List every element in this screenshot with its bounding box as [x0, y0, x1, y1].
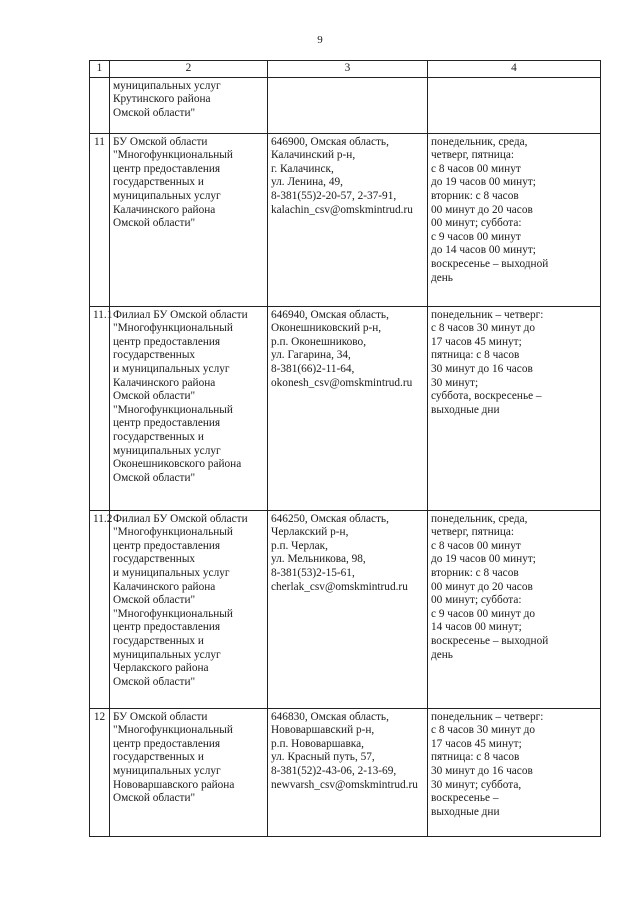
hours-line: 00 минут до 20 часов	[431, 580, 533, 593]
address-cell	[268, 510, 428, 708]
name-line: государственных	[113, 553, 196, 566]
name-line: Омской области"	[113, 675, 196, 688]
name-line: "Многофункциональный	[113, 403, 233, 416]
address-line: 646940, Омская область,	[271, 308, 389, 321]
hours-line: с 8 часов 00 минут	[431, 539, 521, 552]
name-line: Оконешниковского района	[113, 458, 242, 471]
name-line: Филиал БУ Омской области	[113, 512, 248, 525]
hours-cell	[428, 708, 601, 836]
row-number-cell: 11.2	[90, 510, 110, 708]
hours-line: понедельник, среда,	[431, 135, 528, 148]
name-line: центр предоставления	[113, 335, 221, 348]
name-line: центр предоставления	[113, 162, 221, 175]
hours-line: понедельник – четверг:	[431, 710, 544, 723]
address-cell	[268, 708, 428, 836]
name-line: центр предоставления	[113, 539, 221, 552]
name-line: Омской области"	[113, 471, 196, 484]
hours-line: 17 часов 45 минут;	[431, 335, 522, 348]
address-line: ул. Ленина, 49,	[271, 176, 343, 189]
hours-cell	[428, 306, 601, 510]
table-row	[90, 708, 601, 836]
hours-line: четверг, пятница:	[431, 149, 515, 162]
name-line: государственных и	[113, 751, 204, 764]
address-line: 646250, Омская область,	[271, 512, 389, 525]
hours-line: 00 минут; суббота:	[431, 594, 522, 607]
name-line: муниципальных услуг	[113, 444, 221, 457]
name-line: муниципальных услуг	[113, 648, 221, 661]
hours-line: с 8 часов 00 минут	[431, 162, 521, 175]
name-line: государственных	[113, 349, 196, 362]
address-line: р.п. Оконешниково,	[271, 335, 367, 348]
address-cell	[268, 133, 428, 306]
hours-line: 17 часов 45 минут;	[431, 737, 522, 750]
hours-line: выходные дни	[431, 403, 500, 416]
name-cell	[110, 306, 268, 510]
address-line: Черлакский р-н,	[271, 526, 349, 539]
name-line: "Многофункциональный	[113, 322, 233, 335]
hours-cell	[428, 77, 601, 133]
address-line: ул. Мельникова, 98,	[271, 553, 366, 566]
hours-line: 14 часов 00 минут;	[431, 621, 522, 634]
page-number: 9	[317, 34, 323, 46]
hours-line: воскресенье – выходной	[431, 634, 549, 647]
column-header: 3	[268, 61, 428, 78]
name-line: муниципальных услуг	[113, 79, 221, 92]
address-cell	[268, 77, 428, 133]
name-line: БУ Омской области	[113, 135, 208, 148]
address-line: ул. Красный путь, 57,	[271, 751, 375, 764]
address-line: 8-381(55)2-20-57, 2-37-91,	[271, 189, 397, 202]
hours-line: выходные дни	[431, 805, 500, 818]
hours-line: 00 минут до 20 часов	[431, 203, 533, 216]
name-line: Омской области"	[113, 594, 196, 607]
address-line: newvarsh_csv@omskmintrud.ru	[271, 778, 418, 791]
name-line: Нововаршавского района	[113, 778, 235, 791]
name-line: муниципальных услуг	[113, 189, 221, 202]
hours-line: день	[431, 648, 453, 661]
hours-line: 30 минут до 16 часов	[431, 764, 533, 777]
hours-line: вторник: с 8 часов	[431, 189, 519, 202]
address-line: kalachin_csv@omskmintrud.ru	[271, 203, 413, 216]
header-row	[90, 61, 601, 78]
hours-line: до 19 часов 00 минут;	[431, 553, 536, 566]
name-line: "Многофункциональный	[113, 607, 233, 620]
name-line: Филиал БУ Омской области	[113, 308, 248, 321]
address-line: Нововаршавский р-н,	[271, 724, 375, 737]
hours-line: четверг, пятница:	[431, 526, 515, 539]
hours-line: пятница: с 8 часов	[431, 349, 520, 362]
name-line: "Многофункциональный	[113, 526, 233, 539]
name-line: Омской области"	[113, 792, 196, 805]
address-line: Калачинский р-н,	[271, 149, 356, 162]
hours-line: до 14 часов 00 минут;	[431, 244, 536, 257]
address-line: cherlak_csv@omskmintrud.ru	[271, 580, 408, 593]
address-cell	[268, 306, 428, 510]
row-number-cell: 11	[90, 133, 110, 306]
name-cell	[110, 510, 268, 708]
name-line: Калачинского района	[113, 580, 216, 593]
name-line: центр предоставления	[113, 417, 221, 430]
name-line: Омской области"	[113, 217, 196, 230]
name-cell	[110, 133, 268, 306]
hours-line: воскресенье –	[431, 792, 499, 805]
hours-line: вторник: с 8 часов	[431, 566, 519, 579]
table-row	[90, 133, 601, 306]
name-line: центр предоставления	[113, 621, 221, 634]
name-cell	[110, 77, 268, 133]
name-line: БУ Омской области	[113, 710, 208, 723]
table-body	[90, 77, 601, 836]
name-line: Крутинского района	[113, 93, 211, 106]
hours-line: 30 минут;	[431, 376, 479, 389]
name-line: муниципальных услуг	[113, 764, 221, 777]
name-line: Калачинского района	[113, 376, 216, 389]
table-row	[90, 77, 601, 133]
address-line: okonesh_csv@omskmintrud.ru	[271, 376, 413, 389]
address-line: 8-381(53)2-15-61,	[271, 566, 355, 579]
address-line: р.п. Черлак,	[271, 539, 328, 552]
address-line: 8-381(52)2-43-06, 2-13-69,	[271, 764, 397, 777]
column-header: 4	[428, 61, 601, 78]
column-header: 1	[90, 61, 110, 78]
hours-line: понедельник, среда,	[431, 512, 528, 525]
address-line: Оконешниковский р-н,	[271, 322, 382, 335]
hours-line: до 19 часов 00 минут;	[431, 176, 536, 189]
row-number-cell	[90, 77, 110, 133]
hours-line: с 8 часов 30 минут до	[431, 322, 535, 335]
name-line: "Многофункциональный	[113, 724, 233, 737]
address-line: 646900, Омская область,	[271, 135, 389, 148]
hours-line: пятница: с 8 часов	[431, 751, 520, 764]
name-cell	[110, 708, 268, 836]
hours-line: воскресенье – выходной	[431, 257, 549, 270]
address-line: ул. Гагарина, 34,	[271, 349, 351, 362]
hours-line: 30 минут; суббота,	[431, 778, 522, 791]
row-number-cell: 11.1	[90, 306, 110, 510]
hours-line: 00 минут; суббота:	[431, 217, 522, 230]
hours-line: суббота, воскресенье –	[431, 390, 542, 403]
hours-cell	[428, 510, 601, 708]
address-line: 8-381(66)2-11-64,	[271, 362, 355, 375]
address-line: г. Калачинск,	[271, 162, 334, 175]
name-line: Омской области"	[113, 390, 196, 403]
column-header: 2	[110, 61, 268, 78]
hours-line: день	[431, 271, 453, 284]
name-line: государственных и	[113, 430, 204, 443]
name-line: центр предоставления	[113, 737, 221, 750]
hours-line: 30 минут до 16 часов	[431, 362, 533, 375]
name-line: Калачинского района	[113, 203, 216, 216]
address-line: 646830, Омская область,	[271, 710, 389, 723]
hours-line: с 9 часов 00 минут	[431, 230, 521, 243]
table-row	[90, 510, 601, 708]
name-line: Черлакского района	[113, 662, 209, 675]
name-line: Омской области"	[113, 106, 196, 119]
name-line: государственных и	[113, 176, 204, 189]
name-line: и муниципальных услуг	[113, 362, 230, 375]
name-line: и муниципальных услуг	[113, 566, 230, 579]
hours-cell	[428, 133, 601, 306]
hours-line: понедельник – четверг:	[431, 308, 544, 321]
name-line: государственных и	[113, 634, 204, 647]
row-number-cell: 12	[90, 708, 110, 836]
hours-line: с 8 часов 30 минут до	[431, 724, 535, 737]
name-line: "Многофункциональный	[113, 149, 233, 162]
hours-line: с 9 часов 00 минут до	[431, 607, 535, 620]
centers-table	[89, 60, 601, 837]
table-row	[90, 306, 601, 510]
address-line: р.п. Нововаршавка,	[271, 737, 364, 750]
